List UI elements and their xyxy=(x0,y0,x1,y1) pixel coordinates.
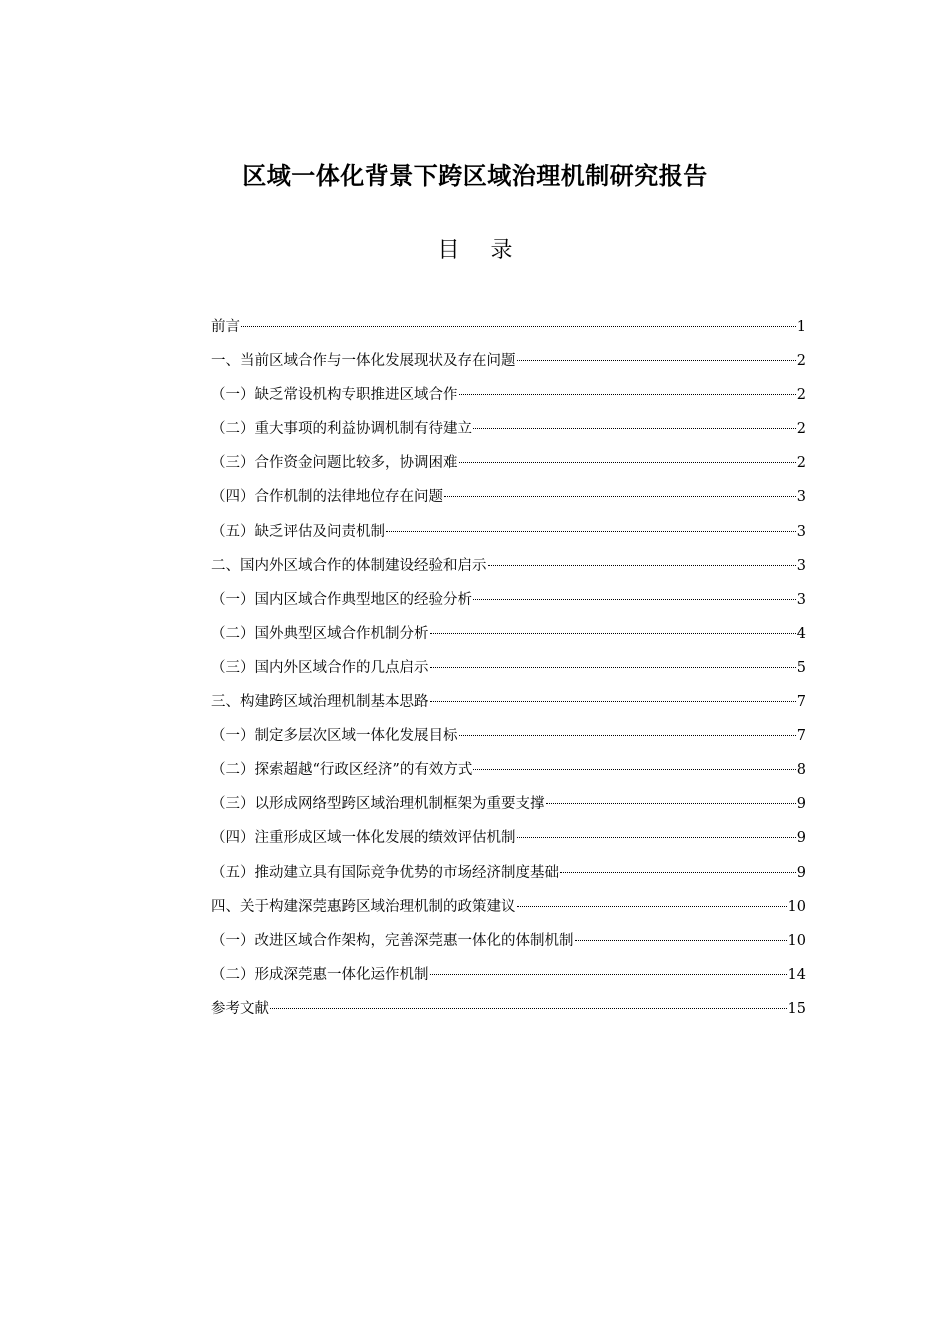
toc-page-number: 3 xyxy=(796,523,806,540)
toc-entry-label: （四）合作机制的法律地位存在问题 xyxy=(211,489,443,506)
toc-dot-leader xyxy=(517,822,796,842)
toc-entry-label: （五）推动建立具有国际竞争优势的市场经济制度基础 xyxy=(211,864,559,881)
toc-dot-leader xyxy=(459,720,796,740)
toc-entry-label: 一、当前区域合作与一体化发展现状及存在问题 xyxy=(211,353,516,370)
toc-page-number: 10 xyxy=(787,898,806,915)
toc-dot-leader xyxy=(430,959,787,979)
toc-entry[interactable] xyxy=(211,959,806,993)
toc-page-number: 14 xyxy=(787,966,806,983)
toc-page-number: 8 xyxy=(796,762,806,779)
toc-page-number: 2 xyxy=(796,387,806,404)
toc-page-number: 9 xyxy=(796,830,806,847)
toc-entry[interactable] xyxy=(211,788,806,822)
toc-entry[interactable] xyxy=(211,720,806,754)
toc-entry-label: 二、国内外区域合作的体制建设经验和启示 xyxy=(211,557,487,574)
toc-dot-leader xyxy=(473,413,796,433)
toc-dot-leader xyxy=(488,550,796,570)
toc-dot-leader xyxy=(386,516,796,536)
toc-dot-leader xyxy=(430,618,796,638)
toc-entry-label: （二）形成深莞惠一体化运作机制 xyxy=(211,966,429,983)
toc-dot-leader xyxy=(560,857,796,877)
toc-entry-label: （二）探索超越“行政区经济”的有效方式 xyxy=(211,762,473,779)
toc-entry-label: （五）缺乏评估及问责机制 xyxy=(211,523,385,540)
toc-page-number: 2 xyxy=(796,353,806,370)
toc-page-number: 10 xyxy=(787,932,806,949)
toc-dot-leader xyxy=(517,345,796,365)
toc-entry-label: （一）改进区域合作架构，完善深莞惠一体化的体制机制 xyxy=(211,932,574,949)
document-title: 区域一体化背景下跨区域治理机制研究报告 xyxy=(242,162,708,190)
toc-entry[interactable] xyxy=(211,584,806,618)
toc-entry-label: 四、关于构建深莞惠跨区域治理机制的政策建议 xyxy=(211,898,516,915)
toc-dot-leader xyxy=(459,447,796,467)
toc-dot-leader xyxy=(459,379,796,399)
table-of-contents xyxy=(211,311,806,1027)
toc-entry-label: （三）合作资金问题比较多，协调困难 xyxy=(211,455,458,472)
toc-entry-label: （三）以形成网络型跨区域治理机制框架为重要支撑 xyxy=(211,796,545,813)
toc-dot-leader xyxy=(546,788,796,808)
toc-entry[interactable] xyxy=(211,447,806,481)
toc-entry[interactable] xyxy=(211,481,806,515)
toc-dot-leader xyxy=(473,584,796,604)
toc-page-number: 5 xyxy=(796,659,806,676)
toc-entry[interactable] xyxy=(211,550,806,584)
toc-page-number: 15 xyxy=(787,1000,806,1017)
toc-page-number: 4 xyxy=(796,625,806,642)
toc-entry[interactable] xyxy=(211,618,806,652)
toc-page-number: 3 xyxy=(796,557,806,574)
toc-page-number: 2 xyxy=(796,421,806,438)
toc-page-number: 9 xyxy=(796,864,806,881)
toc-entry-label: （四）注重形成区域一体化发展的绩效评估机制 xyxy=(211,830,516,847)
toc-entry-label: （二）国外典型区域合作机制分析 xyxy=(211,625,429,642)
toc-page-number: 3 xyxy=(796,591,806,608)
toc-dot-leader xyxy=(241,311,796,331)
toc-entry-label: （一）缺乏常设机构专职推进区域合作 xyxy=(211,387,458,404)
toc-page-number: 2 xyxy=(796,455,806,472)
toc-entry[interactable] xyxy=(211,822,806,856)
toc-entry[interactable] xyxy=(211,686,806,720)
toc-entry-label: 参考文献 xyxy=(211,1000,269,1017)
toc-page-number: 1 xyxy=(796,319,806,335)
toc-dot-leader xyxy=(473,754,795,774)
toc-heading: 目 录 xyxy=(437,238,525,263)
toc-entry-label: 三、构建跨区域治理机制基本思路 xyxy=(211,694,429,711)
toc-dot-leader xyxy=(270,993,787,1013)
toc-dot-leader xyxy=(430,652,796,672)
toc-entry[interactable] xyxy=(211,516,806,550)
toc-dot-leader xyxy=(444,481,796,501)
toc-page-number: 3 xyxy=(796,489,806,506)
toc-entry[interactable] xyxy=(211,652,806,686)
toc-entry-label: （三）国内外区域合作的几点启示 xyxy=(211,659,429,676)
toc-entry[interactable] xyxy=(211,413,806,447)
toc-dot-leader xyxy=(517,891,787,911)
toc-entry[interactable] xyxy=(211,345,806,379)
toc-entry[interactable] xyxy=(211,857,806,891)
toc-entry[interactable] xyxy=(211,993,806,1027)
toc-page-number: 7 xyxy=(796,694,806,711)
toc-page-number: 9 xyxy=(796,796,806,813)
toc-dot-leader xyxy=(575,925,787,945)
toc-entry-label: （二）重大事项的利益协调机制有待建立 xyxy=(211,421,472,438)
toc-entry-label: （一）国内区域合作典型地区的经验分析 xyxy=(211,591,472,608)
toc-page-number: 7 xyxy=(796,728,806,745)
toc-entry[interactable] xyxy=(211,311,806,345)
toc-entry[interactable] xyxy=(211,891,806,925)
toc-entry-label: 前言 xyxy=(211,319,240,335)
toc-dot-leader xyxy=(430,686,796,706)
toc-entry[interactable] xyxy=(211,379,806,413)
toc-entry-label: （一）制定多层次区域一体化发展目标 xyxy=(211,728,458,745)
toc-entry[interactable] xyxy=(211,754,806,788)
toc-entry[interactable] xyxy=(211,925,806,959)
